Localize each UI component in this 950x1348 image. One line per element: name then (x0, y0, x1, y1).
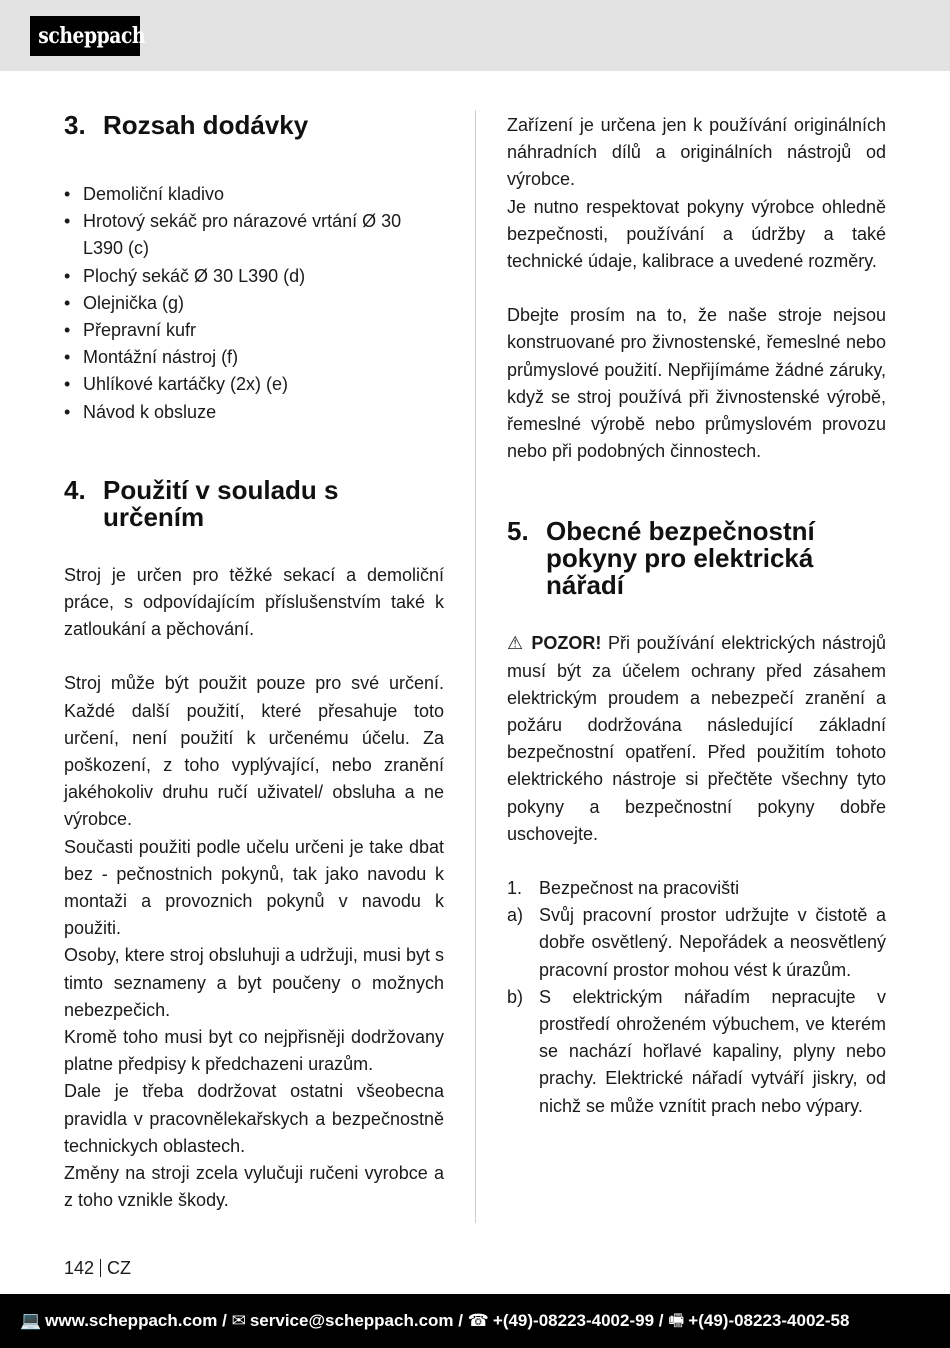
section-4-paragraph: Stroj může být použit pouze pro své určení. Každé další použití, které přesahuje toto určení, není použití k určenému účelu. Za poškození, z toho vyplývající, nebo zranění jakéhokoliv druhu ručí uživatel/ obsluha a ne výrobce. (64, 673, 444, 830)
section-3-heading (64, 112, 444, 139)
phone-icon: ☎ (467, 1311, 489, 1330)
section-4-heading (64, 474, 444, 532)
section-4-paragraph: Kromě toho musi byt co nejpřisněji dodržovany platne předpisy k předchazeni urazům. (64, 1027, 444, 1075)
list-item: • Olejnička (g) (64, 290, 444, 317)
section-3-number: 3. (64, 110, 86, 140)
section-4-number: 4. (64, 474, 86, 505)
website-link[interactable]: www.scheppach.com (45, 1311, 218, 1330)
warning-label: POZOR! (531, 633, 602, 654)
email-icon: ✉ (231, 1311, 246, 1330)
page-number-value: 142 (64, 1258, 95, 1278)
subsection-text: Svůj pracovní prostor udržujte v čistotě a dobře osvětlený. Nepořádek a neosvětlený pracovní prostor mohou vést k úrazům. (539, 905, 886, 980)
section-4-paragraph: Osoby, ktere stroj obsluhuji a udržuji, musi byt s timto seznameny a byt poučeny o možnych nebezpečich. (64, 945, 444, 1020)
intro-paragraph: Je nutno respektovat pokyny výrobce ohledně bezpečnosti, používání a údržby a také technické údaje, kalibrace a uvedené rozměry. (507, 196, 886, 272)
warning-text: Při používání elektrických nástrojů musí být za účelem ochrany před zásahem elektrickým proudem a nebezpečí zranění a požáru dodržována následující základní bezpečnostní opatření. Před použitím tohoto elektrického nástroje si přečtěte všechny tyto pokyny a bezpečnostní pokyny dobře uschovejte. (507, 633, 886, 844)
right-column (507, 112, 886, 1120)
subsection-label: b) (507, 986, 524, 1007)
column-divider (475, 110, 476, 1223)
footer-separator: / (217, 1311, 232, 1330)
header-bar (0, 0, 950, 71)
section-4-paragraph: Dale je třeba dodržovat ostatni všeobecna pravidla v pracovnělekařskych a bezpečnostně technickych oblastech. (64, 1081, 444, 1156)
scheppach-logo[interactable] (30, 16, 146, 56)
footer-separator: / (453, 1311, 468, 1330)
section-4-paragraph: Změny na stroji zcela vylučuji ručeni vyrobce a z toho vznikle škody. (64, 1163, 444, 1211)
logo-text: scheppach (38, 23, 146, 49)
intro-paragraph: Zařízení je určena jen k používání originálních náhradních dílů a originálních nástrojů od výrobce. (507, 115, 886, 190)
subsection-item (507, 984, 886, 1120)
subsection-item (507, 902, 886, 984)
section-3-title: Rozsah dodávky (103, 110, 309, 140)
section-5-number: 5. (507, 516, 529, 547)
intro-paragraph: Dbejte prosím na to, že naše stroje nejsou konstruované pro živnostenské, řemeslné nebo průmyslové použití. Nepřijímáme žádné záruky, když se stroj používá při živnostenské výrobě, řemeslné výrobě nebo průmyslovém provozu nebo při podobných činnostech. (507, 305, 886, 462)
list-item: • Demoliční kladivo (64, 181, 444, 208)
page-number (64, 1256, 131, 1280)
list-item: • Přepravní kufr (64, 317, 444, 344)
section-5-heading (507, 518, 886, 599)
footer-separator: / (654, 1311, 669, 1330)
warning-paragraph (507, 630, 886, 848)
paragraph-gap (507, 275, 886, 302)
page-number-separator (100, 1259, 101, 1277)
section-4-paragraph: Stroj je určen pro těžké sekací a demoliční práce, s odpovídajícím příslušenstvím také k zatloukání a pěchování. (64, 564, 444, 640)
subsection-text: S elektrickým nářadím nepracujte v prostředí ohroženém výbuchem, ve kterém se nachází hořlavé kapaliny, plyny nebo prachy. Elektrické nářadí vytváří jiskry, od nichž se může vznítit prach nebo výpary. (539, 986, 886, 1116)
list-item: • Plochý sekáč Ø 30 L390 (d) (64, 263, 444, 290)
phone-number[interactable]: +(49)-08223-4002-99 (492, 1311, 655, 1330)
list-item: • Návod k obsluze (64, 399, 444, 426)
subsection-item (507, 875, 886, 902)
fax-number: +(49)-08223-4002-58 (688, 1311, 850, 1330)
list-item: • Uhlíkové kartáčky (2x) (e) (64, 371, 444, 398)
list-item: • Hrotový sekáč pro nárazové vrtání Ø 30 L390 (c) (64, 208, 444, 262)
left-column (64, 112, 444, 1215)
section-4-title: Použití v souladu s určením (103, 474, 339, 532)
computer-icon: 💻 (20, 1311, 42, 1330)
paragraph-gap (507, 848, 886, 875)
paragraph-gap (64, 643, 444, 670)
list-item: • Montážní nástroj (f) (64, 344, 444, 371)
section-4-paragraph: Současti použiti podle učelu určeni je take dbat bez - pečnostnich pokynů, tak jako navodu k montaži a provoznich pokynů v navodu k použiti. (64, 836, 444, 939)
footer-bar (0, 1294, 950, 1348)
section-5-title: Obecné bezpečnostní pokyny pro elektrická nářadí (546, 516, 815, 601)
fax-icon: 🖷 (668, 1311, 685, 1330)
subsection-label: 1. (507, 878, 523, 899)
email-link[interactable]: service@scheppach.com (249, 1311, 454, 1330)
warning-triangle-icon: ⚠ (507, 633, 525, 654)
subsection-label: a) (507, 905, 524, 926)
subsection-text: Bezpečnost na pracovišti (539, 878, 740, 899)
delivery-list (64, 181, 444, 426)
page-language: CZ (107, 1258, 132, 1278)
